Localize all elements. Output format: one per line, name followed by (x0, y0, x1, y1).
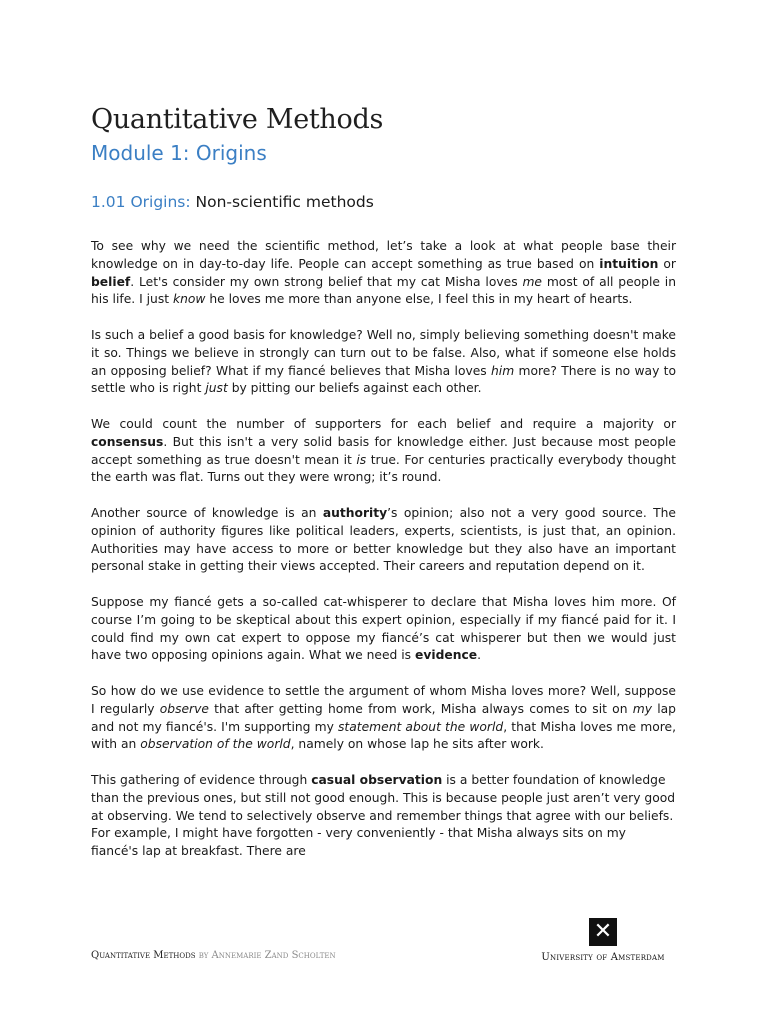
university-logo (528, 918, 678, 963)
paragraph (91, 416, 676, 487)
text-run: Another source of knowledge is an (91, 505, 323, 520)
paragraph (91, 238, 676, 309)
text-run: , namely on whose lap he sits after work. (290, 737, 544, 752)
bold-term: evidence (415, 648, 478, 663)
text-run: is a better foundation of knowledge than the previous ones, but still not good enough. This is because people just aren’t very good at observing. We tend to selectively observe and remember things that agree with our beliefs. For example, I might have forgotten - very conveniently - that Misha always sits on my fiancé's lap at breakfast. There are (91, 772, 676, 859)
text-run: . (477, 648, 482, 663)
bold-term: consensus (91, 434, 164, 449)
body-text (91, 238, 676, 861)
text-run: Suppose my fiancé gets a so-called cat-whisperer to declare that Misha loves him more. Of course I’m going to be skeptical about this expert opinion, especially if my fiancé paid for it. I could find my own cat expert to oppose my fiancé’s cat whisperer but then we would just have two opposing opinions again. What we need is (91, 594, 676, 663)
text-run: , that Misha loves me more, with an (91, 719, 676, 752)
section-heading (91, 193, 374, 211)
paragraph (91, 505, 676, 576)
text-run: that after getting home from work, Misha always comes to sit on (208, 701, 633, 716)
paragraph (91, 683, 676, 754)
text-run: We could count the number of supporters for each belief and require a majority or (91, 416, 676, 431)
text-run: So how do we use evidence to settle the argument of whom Misha loves more? Well, suppose I regularly (91, 683, 676, 716)
university-name: University of Amsterdam (541, 952, 665, 963)
text-run: . But this isn't a very solid basis for knowledge either. Just because most people accept something as true doesn't mean it (91, 434, 676, 467)
paragraph (91, 327, 676, 398)
text-run: or (658, 256, 676, 271)
text-run: more? There is no way to settle who is right (91, 363, 676, 396)
bold-term: authority (322, 505, 388, 520)
footer-author: by Annemarie Zand Scholten (195, 950, 336, 961)
text-run: Is such a belief a good basis for knowledge? Well no, simply believing something doesn't make it so. Things we believe in strongly can turn out to be false. Also, what if someone else holds an opposing belief? What if my fiancé believes that Misha loves (91, 327, 676, 378)
italic-term: just (205, 381, 228, 396)
text-run: most of all people in his life. I just (91, 274, 676, 307)
text-run: This gathering of evidence through (91, 772, 312, 787)
document-title: Quantitative Methods (91, 104, 384, 135)
bold-term: casual observation (311, 772, 443, 787)
italic-term: observe (159, 701, 209, 716)
footer-course: Quantitative Methods (91, 950, 196, 961)
text-run: he loves me more than anyone else, I feel this in my heart of hearts. (205, 292, 633, 307)
module-heading: Module 1: Origins (91, 141, 267, 165)
bold-term: belief (91, 274, 131, 289)
text-run: ’s opinion; also not a very good source. The opinion of authority figures like political leaders, experts, scientists, is just that, an opinion. Authorities may have access to more or better knowledge but they also have an important personal stake in getting their views accepted. Their careers and reputation depend on it. (91, 505, 676, 574)
text-run: by pitting our beliefs against each other. (227, 381, 482, 396)
section-number: 1.01 Origins: (91, 193, 191, 211)
italic-term: me (522, 274, 542, 289)
text-run: To see why we need the scientific method, let’s take a look at what people base their knowledge on in day-to-day life. People can accept something as true based on (91, 239, 676, 271)
italic-term: statement about the world (338, 719, 504, 734)
university-crest-icon: ✕ (589, 918, 617, 946)
italic-term: him (491, 363, 515, 378)
bold-term: intuition (599, 256, 659, 271)
text-run: true. For centuries practically everybody thought the earth was flat. Turns out they were wrong; it’s round. (91, 452, 676, 485)
section-title: Non-scientific methods (195, 193, 374, 211)
paragraph (91, 772, 676, 861)
paragraph (91, 594, 676, 665)
italic-term: know (172, 292, 206, 307)
text-run: . Let's consider my own strong belief that my cat Misha loves (130, 274, 523, 289)
text-run: lap and not my fiancé's. I'm supporting my (91, 701, 676, 734)
italic-term: is (356, 452, 367, 467)
italic-term: my (632, 701, 652, 716)
footer-credit (91, 950, 336, 961)
italic-term: observation of the world (140, 737, 291, 752)
